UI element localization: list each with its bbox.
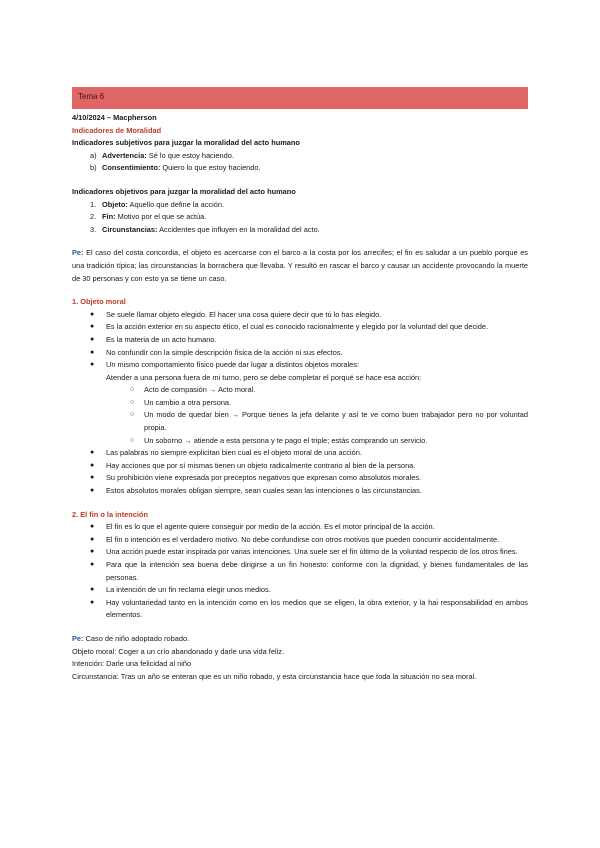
section-1-title: 1. Objeto moral <box>72 297 126 307</box>
bullet-text: La intención de un fin reclama elegir unos medios. <box>106 585 271 595</box>
item-label: Fin: <box>102 212 116 222</box>
list-marker: 3. <box>90 224 97 234</box>
objective-heading: Indicadores objetivos para juzgar la moralidad del acto humano <box>72 186 296 196</box>
example-2-heading <box>72 633 528 646</box>
sub-item <box>72 435 528 448</box>
bullet-item <box>72 521 528 534</box>
bullet-item <box>72 334 528 347</box>
item-text: Accidentes que influyen en la moralidad del acto. <box>157 224 320 234</box>
bullet-text: Para que la intención sea buena debe dirigirse a un fin honesto: conforme con la dignidad, y bienes fundamentales de las personas. <box>106 560 528 582</box>
bullet-item <box>72 534 528 547</box>
bullet-text: Hay acciones que por sí mismas tienen un objeto radicalmente contrario al bien de la persona. <box>106 460 416 470</box>
bullet-item <box>72 546 528 559</box>
bullet-text: Es la materia de un acto humano. <box>106 334 217 344</box>
sub-item <box>72 397 528 410</box>
document-body <box>72 112 528 683</box>
bullet-item <box>72 472 528 485</box>
bullet-text: Las palabras no siempre explicitan bien cual es el objeto moral de una acción. <box>106 448 362 458</box>
subjective-heading: Indicadores subjetivos para juzgar la moralidad del acto humano <box>72 138 300 148</box>
bullet-text: Su prohibición viene expresada por preceptos negativos que expresan como absolutos morales. <box>106 473 422 483</box>
bullet-icon: ● <box>90 361 95 369</box>
bullet-item <box>72 359 528 372</box>
bullet-item <box>72 447 528 460</box>
bullet-item <box>72 597 528 622</box>
bullet-icon: ● <box>90 348 95 356</box>
bullet-icon: ● <box>90 487 95 495</box>
list-item <box>72 150 528 163</box>
item-text: Sé lo que estoy haciendo. <box>146 150 234 160</box>
bullet-continuation: Atender a una persona fuera de mi turno, pero se debe completar el porqué se hace esa acción: <box>106 372 422 382</box>
bullet-icon: ● <box>90 535 95 543</box>
sub-item-text: Un soborno → atiende a esta persona y te pago el triple; estás comprando un servicio. <box>144 435 428 445</box>
example-text: El caso del costa concordia, el objeto es acercarse con el barco a la costa por los arrecifes; el fin es saludar a un pueblo porque es una tradición típica; las circunstancias la borrachera que llevaba. Y resultó en rascar el barco y causar un accidente provocando la muerte de 30 personas y con esto ya se tiene un caso. <box>72 248 528 283</box>
example-line: Objeto moral: Coger a un crío abandonado y darle una vida feliz. <box>72 646 284 656</box>
list-item <box>72 211 528 224</box>
bullet-icon: ● <box>90 561 95 568</box>
list-marker: a) <box>90 150 97 160</box>
bullet-icon: ● <box>90 323 95 331</box>
list-marker: 2. <box>90 212 97 222</box>
bullet-text: Hay voluntariedad tanto en la intención como en los medios que se eligen, la obra exterior, y la hai responsabilidad en ambos elementos. <box>106 597 528 620</box>
bullet-text: El fin o intención es el verdadero motivo. No debe confundirse con otros motivos que pueden concurrir accidentalmente. <box>106 534 500 544</box>
banner-title: Tema 6 <box>78 92 105 101</box>
circle-bullet-icon: ○ <box>130 436 135 444</box>
bullet-icon: ● <box>90 310 95 318</box>
circle-bullet-icon: ○ <box>130 411 135 419</box>
bullet-item <box>72 460 528 473</box>
bullet-text: No confundir con la simple descripción física de la acción ni sus efectos. <box>106 347 343 357</box>
bullet-icon: ● <box>90 586 95 594</box>
example-line: Intención: Darle una felicidad al niño <box>72 659 192 669</box>
bullet-icon: ● <box>90 474 95 482</box>
bullet-text: Una acción puede estar inspirada por varias intenciones. Una suele ser el fin último de la voluntad respecto de los otros fines. <box>106 547 518 557</box>
bullet-text: Un mismo comportamiento físico puede dar lugar a distintos objetos morales: <box>106 360 360 370</box>
bullet-item <box>72 347 528 360</box>
item-label: Consentimiento: <box>102 163 161 173</box>
bullet-item <box>72 559 528 584</box>
bullet-icon: ● <box>90 449 95 457</box>
bullet-item <box>72 321 528 334</box>
example-paragraph <box>72 247 528 285</box>
bullet-text: Es la acción exterior en su aspecto ético, el cual es conocido racionalmente y elegido por la voluntad del que decide. <box>106 322 489 332</box>
list-item <box>72 224 528 237</box>
item-text: Aquello que define la acción. <box>127 199 225 209</box>
example-text: Caso de niño adoptado robado. <box>83 633 190 643</box>
sub-item-text: Acto de compasión → Acto moral. <box>144 385 256 395</box>
item-text: Motivo por el que se actúa. <box>115 212 207 222</box>
example-label: Pe: <box>72 248 84 258</box>
bullet-item <box>72 485 528 498</box>
sub-item <box>72 409 528 434</box>
item-label: Advertencia: <box>102 150 147 160</box>
circle-bullet-icon: ○ <box>130 386 135 394</box>
circle-bullet-icon: ○ <box>130 398 135 406</box>
bullet-icon: ● <box>90 461 95 469</box>
title-banner <box>72 87 528 109</box>
bullet-text: El fin es lo que el agente quiere conseguir por medio de la acción. Es el motor principal de la acción. <box>106 522 435 532</box>
bullet-text: Se suele llamar objeto elegido. El hacer una cosa quiere decir que tú lo has elegido. <box>106 309 382 319</box>
bullet-icon: ● <box>90 598 95 606</box>
bullet-icon: ● <box>90 523 95 531</box>
list-item <box>72 199 528 212</box>
list-marker: b) <box>90 163 97 173</box>
section-heading: Indicadores de Moralidad <box>72 125 162 135</box>
item-label: Circunstancias: <box>102 224 158 234</box>
section-2-title: 2. El fin o la intención <box>72 509 148 519</box>
sub-item-text: Un cambio a otra persona. <box>144 397 232 407</box>
bullet-item <box>72 584 528 597</box>
item-label: Objeto: <box>102 199 128 209</box>
bullet-item <box>72 309 528 322</box>
example-label: Pe: <box>72 633 84 643</box>
date-line: 4/10/2024 – Macpherson <box>72 113 157 122</box>
sub-item <box>72 384 528 397</box>
bullet-icon: ● <box>90 548 95 556</box>
bullet-icon: ● <box>90 335 95 343</box>
item-text: Quiero lo que estoy haciendo. <box>160 163 261 173</box>
bullet-text: Estos absolutos morales obligan siempre, sean cuales sean las intenciones o las circunstancias. <box>106 486 422 496</box>
list-marker: 1. <box>90 199 97 209</box>
list-item <box>72 162 528 175</box>
sub-item-text: Un modo de quedar bien → Porque tienes la jefa delante y así te ve como buen trabajador pero no por voluntad propia. <box>144 410 528 433</box>
example-line: Circunstancia: Tras un año se enteran que es un niño robado, y esta circunstancia hace que toda la situación no sea moral. <box>72 671 477 681</box>
